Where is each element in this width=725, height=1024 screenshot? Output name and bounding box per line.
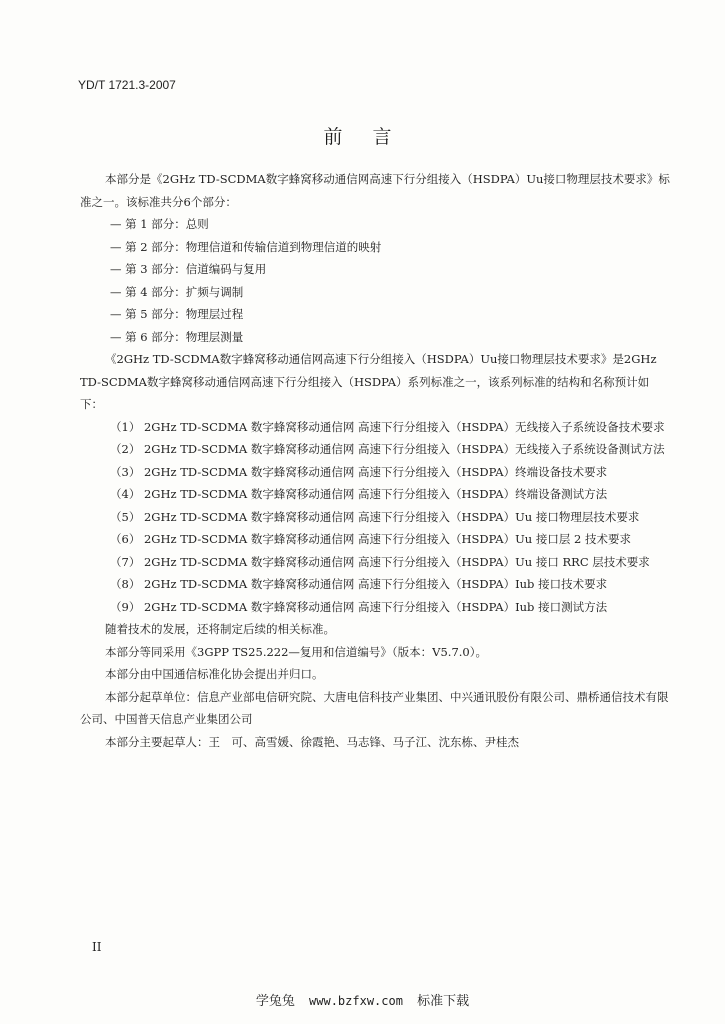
footer-label: 标准下载 bbox=[417, 994, 470, 1009]
series-item: （1） 2GHz TD-SCDMA 数字蜂窝移动通信网 高速下行分组接入（HSDPA）无线接入子系统设备技术要求 bbox=[110, 419, 665, 434]
standard-number: YD/T 1721.3-2007 bbox=[78, 78, 176, 92]
part-item: — 第 5 部分：物理层过程 bbox=[110, 307, 244, 321]
footer-site: 学兔兔 bbox=[255, 994, 295, 1009]
page-number: II bbox=[92, 940, 102, 954]
document-body bbox=[80, 168, 670, 753]
series-item: （4） 2GHz TD-SCDMA 数字蜂窝移动通信网 高速下行分组接入（HSDPA）终端设备测试方法 bbox=[110, 487, 608, 501]
closing-paragraph: 本部分由中国通信标准化协会提出并归口。 bbox=[105, 667, 324, 681]
series-item: （2） 2GHz TD-SCDMA 数字蜂窝移动通信网 高速下行分组接入（HSDPA）无线接入子系统设备测试方法 bbox=[110, 442, 665, 456]
part-item: — 第 3 部分：信道编码与复用 bbox=[110, 262, 267, 276]
part-item: — 第 4 部分：扩频与调制 bbox=[110, 284, 244, 299]
series-item: （5） 2GHz TD-SCDMA 数字蜂窝移动通信网 高速下行分组接入（HSDPA）Uu 接口物理层技术要求 bbox=[110, 509, 640, 524]
part-item: — 第 1 部分：总则 bbox=[110, 217, 209, 231]
closing-paragraph: 本部分主要起草人：王 可、高雪媛、徐霞艳、马志锋、马子江、沈东栋、尹桂杰 bbox=[105, 734, 519, 749]
series-item: （6） 2GHz TD-SCDMA 数字蜂窝移动通信网 高速下行分组接入（HSDPA）Uu 接口层 2 技术要求 bbox=[110, 532, 631, 546]
footer bbox=[0, 990, 725, 1009]
series-item: （3） 2GHz TD-SCDMA 数字蜂窝移动通信网 高速下行分组接入（HSDPA）终端设备技术要求 bbox=[110, 464, 608, 479]
series-item: （9） 2GHz TD-SCDMA 数字蜂窝移动通信网 高速下行分组接入（HSDPA）Iub 接口测试方法 bbox=[110, 599, 608, 614]
closing-paragraph: 随着技术的发展，还将制定后续的相关标准。 bbox=[105, 622, 335, 636]
series-item: （8） 2GHz TD-SCDMA 数字蜂窝移动通信网 高速下行分组接入（HSDPA）Iub 接口技术要求 bbox=[110, 577, 608, 591]
part-item: — 第 2 部分：物理信道和传输信道到物理信道的映射 bbox=[110, 239, 382, 254]
intro-paragraph: 本部分是《2GHz TD-SCDMA数字蜂窝移动通信网高速下行分组接入（HSDPA）Uu接口物理层技术要求》标准之一。该标准共分6个部分： bbox=[80, 172, 670, 209]
series-paragraph: 《2GHz TD-SCDMA数字蜂窝移动通信网高速下行分组接入（HSDPA）Uu接口物理层技术要求》是2GHz TD-SCDMA数字蜂窝移动通信网高速下行分组接入（HSDPA）系列标准之一，该系列标准的结构和名称预计如下： bbox=[80, 352, 657, 411]
series-item: （7） 2GHz TD-SCDMA 数字蜂窝移动通信网 高速下行分组接入（HSDPA）Uu 接口 RRC 层技术要求 bbox=[110, 554, 650, 569]
closing-paragraph: 本部分起草单位：信息产业部电信研究院、大唐电信科技产业集团、中兴通讯股份有限公司、鼎桥通信技术有限公司、中国普天信息产业集团公司 bbox=[80, 689, 669, 726]
closing-paragraph: 本部分等同采用《3GPP TS25.222—复用和信道编号》（版本：V5.7.0）。 bbox=[105, 644, 487, 659]
part-item: — 第 6 部分：物理层测量 bbox=[110, 329, 244, 344]
footer-link[interactable]: www.bzfxw.com bbox=[309, 994, 403, 1008]
page-title: 前言 bbox=[323, 126, 422, 148]
